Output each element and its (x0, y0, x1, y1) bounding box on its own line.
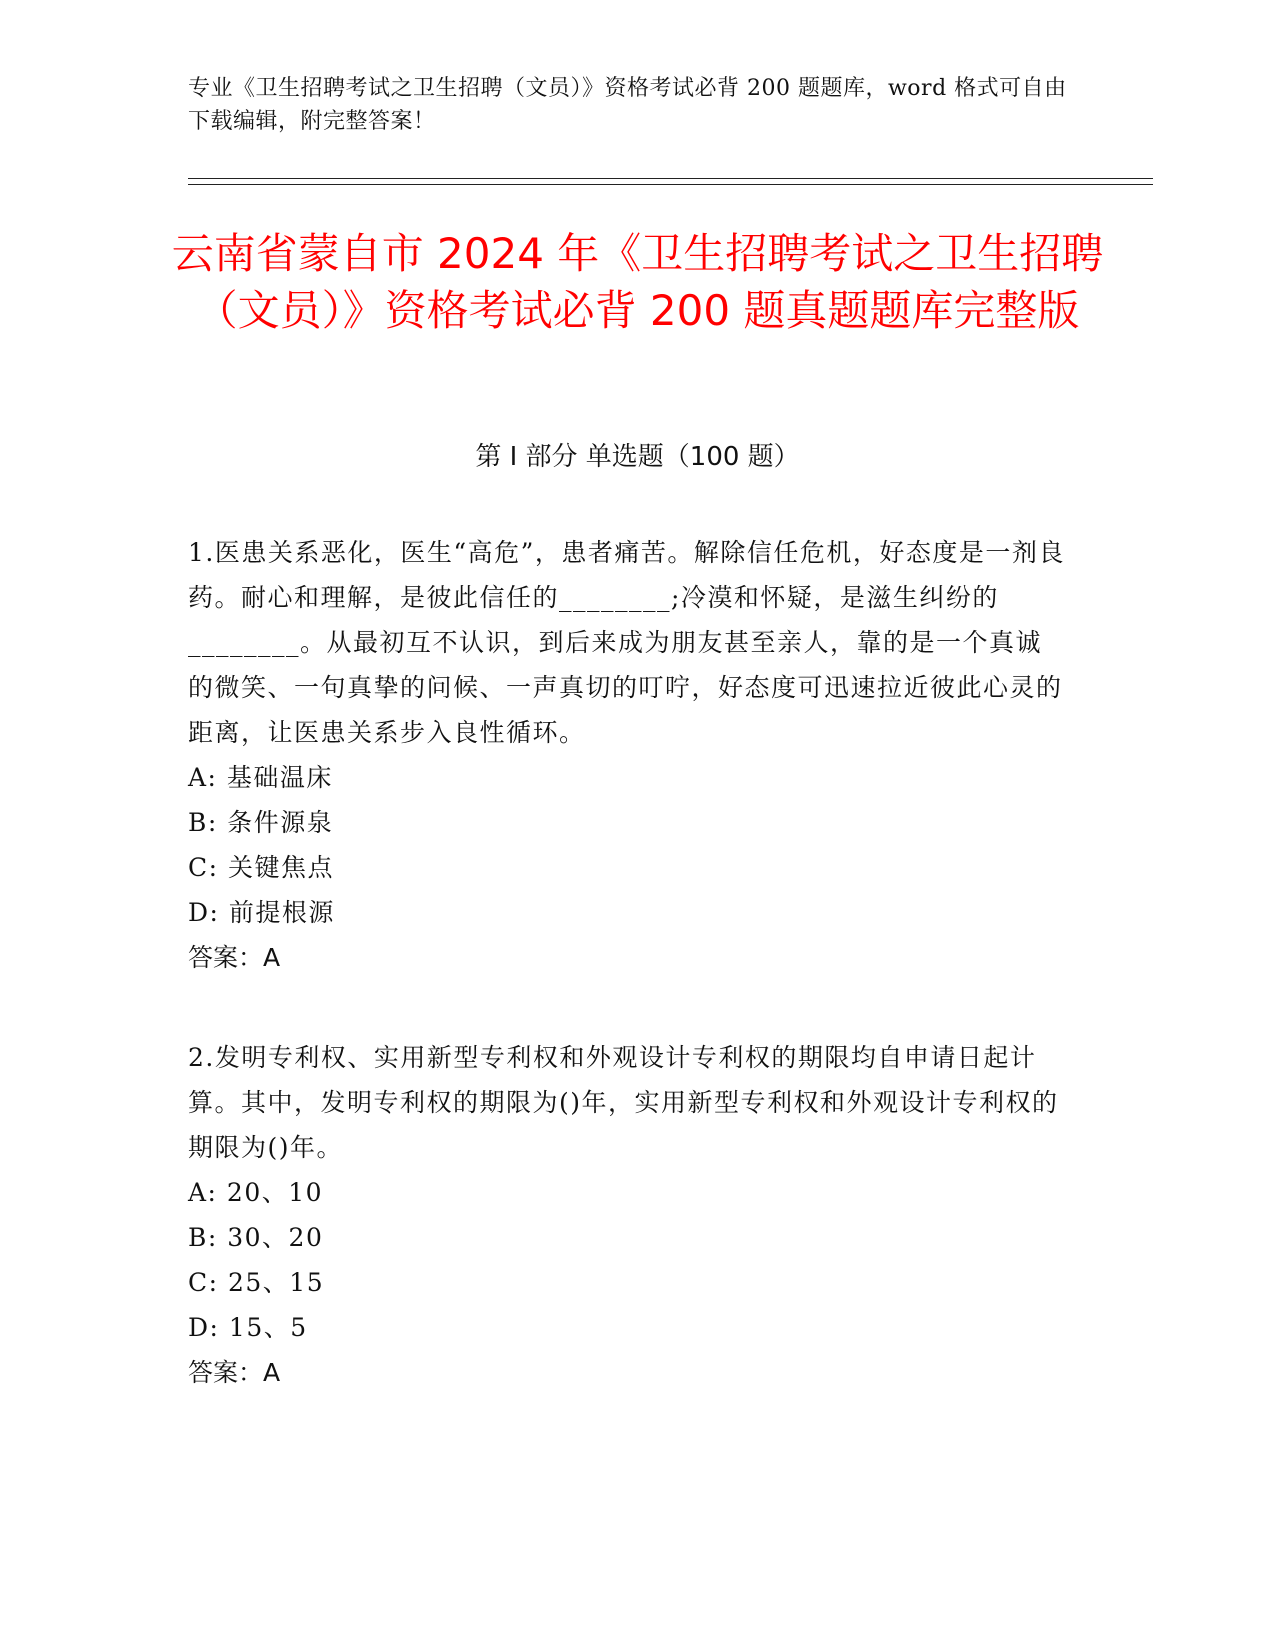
option-c: C: 25、15 (188, 1268, 325, 1297)
option-c: C: 关键焦点 (188, 853, 334, 882)
option-a: A: 20、10 (188, 1178, 324, 1207)
option-b: B: 30、20 (188, 1223, 324, 1252)
option-a: A: 基础温床 (188, 763, 333, 792)
header-note: 专业《卫生招聘考试之卫生招聘（文员）》资格考试必背 200 题题库，word 格式可自由下载编辑，附完整答案！ (188, 76, 1067, 134)
option-b: B: 条件源泉 (188, 808, 334, 837)
question-stem: 2.发明专利权、实用新型专利权和外观设计专利权的期限均自申请日起计算。其中，发明专利权的期限为()年，实用新型专利权和外观设计专利权的期限为()年。 (188, 1043, 1059, 1162)
answer-line: 答案：A (188, 943, 281, 972)
question-stem: 1.医患关系恶化，医生“高危”，患者痛苦。解除信任危机，好态度是一剂良药。耐心和理解，是彼此信任的________;冷漠和怀疑，是滋生纠纷的________。从最初互不认识，到后来成为朋友甚至亲人，靠的是一个真诚的微笑、一句真挚的问候、一声真切的叮咛，好态度可迅速拉近彼此心灵的距离，让医患关系步入良性循环。 (188, 538, 1065, 747)
header-divider-bottom (188, 184, 1153, 185)
question-list (188, 530, 1068, 1450)
option-d: D: 15、5 (188, 1313, 308, 1342)
question-1 (188, 530, 1068, 980)
answer-line: 答案：A (188, 1358, 281, 1387)
question-2 (188, 1035, 1068, 1395)
document-title: 云南省蒙自市 2024 年《卫生招聘考试之卫生招聘（文员）》资格考试必背 200 题真题题库完整版 (171, 229, 1104, 335)
header-divider-top (188, 178, 1153, 179)
option-d: D: 前提根源 (188, 898, 335, 927)
section-heading: 第 I 部分 单选题（100 题） (475, 442, 800, 472)
